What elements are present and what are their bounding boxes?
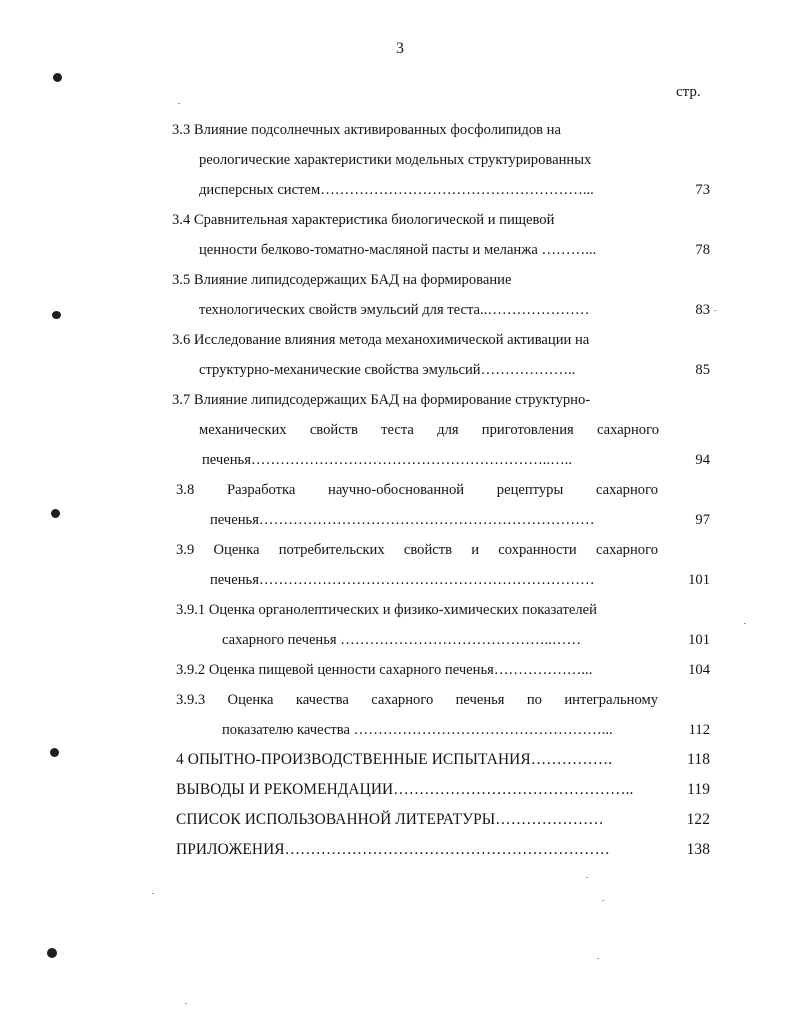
toc-entry-3-3-line-3 xyxy=(0,175,794,205)
scan-speck xyxy=(744,623,746,624)
toc-entry-3-9-2 xyxy=(0,655,794,685)
toc-entry-3-9-1-line-2 xyxy=(0,625,794,655)
toc-entry-text: 3.6 Исследование влияния метода механохимической активации на xyxy=(172,332,590,348)
toc-entry-page: 73 xyxy=(695,182,710,198)
toc-entry-text: дисперсных систем………………………………………………... xyxy=(199,182,594,198)
toc-entry-text: показателю качества ……………………………………………... xyxy=(222,722,613,738)
toc-entry-page: 112 xyxy=(688,722,710,738)
toc-entry-3-4-line-2 xyxy=(0,235,794,265)
toc-entry-3-9-3-line-2 xyxy=(0,715,794,745)
binder-hole-mark xyxy=(52,311,61,319)
toc-entry-3-3-line-1 xyxy=(0,115,794,145)
toc-entry-text: печенья…………………………………………………………… xyxy=(210,512,595,528)
toc-entry-text: 3.4 Сравнительная характеристика биологической и пищевой xyxy=(172,212,555,228)
toc-entry-3-6-line-1 xyxy=(0,325,794,355)
toc-entry-3-7-line-3 xyxy=(0,445,794,475)
page-number: 3 xyxy=(396,40,404,57)
toc-entry-3-9-3-line-1 xyxy=(0,685,794,715)
toc-entry-text: 3.9.2 Оценка пищевой ценности сахарного печенья………………... xyxy=(176,662,593,678)
toc-entry-text: 3.5 Влияние липидсодержащих БАД на формирование xyxy=(172,272,512,288)
toc-entry-3-6-line-2 xyxy=(0,355,794,385)
toc-entry-text: 3.9.3 Оценка качества сахарного печенья по интегральному xyxy=(176,692,658,708)
toc-entry-page: 94 xyxy=(695,452,710,468)
toc-entry-3-5-line-2 xyxy=(0,295,794,325)
toc-entry-text: 3.9.1 Оценка органолептических и физико-химических показателей xyxy=(176,602,597,618)
scan-speck xyxy=(185,1003,187,1004)
toc-entry-conclusions xyxy=(0,775,794,805)
toc-entry-3-5-line-1 xyxy=(0,265,794,295)
scan-speck xyxy=(714,310,716,311)
toc-entry-page: 122 xyxy=(686,811,710,828)
toc-entry-page: 101 xyxy=(688,632,710,648)
toc-entry-4 xyxy=(0,745,794,775)
toc-entry-text: 3.3 Влияние подсолнечных активированных фосфолипидов на xyxy=(172,122,561,138)
toc-entry-3-8-line-1 xyxy=(0,475,794,505)
scan-speck xyxy=(152,893,154,894)
toc-entry-page: 101 xyxy=(688,572,710,588)
toc-entry-text: СПИСОК ИСПОЛЬЗОВАННОЙ ЛИТЕРАТУРЫ………………… xyxy=(176,811,604,828)
pages-column-header: стр. xyxy=(676,84,701,100)
toc-entry-page: 78 xyxy=(695,242,710,258)
toc-entry-text: ПРИЛОЖЕНИЯ……………………………………………………… xyxy=(176,841,610,858)
binder-hole-mark xyxy=(47,948,57,958)
toc-entry-references xyxy=(0,805,794,835)
binder-hole-mark xyxy=(51,509,60,518)
toc-entry-page: 138 xyxy=(686,841,710,858)
scan-speck xyxy=(178,103,180,104)
toc-entry-text: структурно-механические свойства эмульсий……………….. xyxy=(199,362,576,378)
toc-entry-3-9-1-line-1 xyxy=(0,595,794,625)
toc-entry-text: 3.8 Разработка научно-обоснованной рецептуры сахарного xyxy=(176,482,658,498)
toc-entry-text: ценности белково-томатно-масляной пасты и меланжа ………... xyxy=(199,242,597,258)
toc-entry-text: ВЫВОДЫ И РЕКОМЕНДАЦИИ……………………………………….. xyxy=(176,781,634,798)
toc-entry-3-3-line-2 xyxy=(0,145,794,175)
toc-entry-page: 85 xyxy=(695,362,710,378)
toc-entry-text: печенья……………………………………………………..….. xyxy=(202,452,572,468)
toc-entry-text: печенья…………………………………………………………… xyxy=(210,572,595,588)
toc-entry-text: 4 ОПЫТНО-ПРОИЗВОДСТВЕННЫЕ ИСПЫТАНИЯ……………. xyxy=(176,751,613,768)
toc-entry-text: технологических свойств эмульсий для теста..………………… xyxy=(199,302,590,318)
toc-entry-page: 83 xyxy=(695,302,710,318)
toc-entry-3-4-line-1 xyxy=(0,205,794,235)
toc-entry-appendices xyxy=(0,835,794,865)
toc-entry-3-7-line-2 xyxy=(0,415,794,445)
toc-entry-text: 3.7 Влияние липидсодержащих БАД на формирование структурно- xyxy=(172,392,591,408)
toc-entry-3-9-line-1 xyxy=(0,535,794,565)
toc-entry-page: 118 xyxy=(687,751,710,768)
toc-entry-page: 104 xyxy=(688,662,710,678)
scan-speck xyxy=(597,958,599,959)
toc-entry-page: 97 xyxy=(695,512,710,528)
toc-entry-3-9-line-2 xyxy=(0,565,794,595)
toc-entry-page: 119 xyxy=(687,781,710,798)
toc-entry-text: механических свойств теста для приготовления сахарного xyxy=(199,422,659,438)
binder-hole-mark xyxy=(53,73,62,82)
toc-entry-text: реологические характеристики модельных структурированных xyxy=(199,152,592,168)
toc-entry-text: 3.9 Оценка потребительских свойств и сохранности сахарного xyxy=(176,542,658,558)
scan-speck xyxy=(586,877,588,878)
toc-entry-3-8-line-2 xyxy=(0,505,794,535)
scan-speck xyxy=(602,900,604,901)
binder-hole-mark xyxy=(50,748,59,757)
toc-entry-3-7-line-1 xyxy=(0,385,794,415)
toc-entry-text: сахарного печенья ……………………………………..…… xyxy=(222,632,582,648)
